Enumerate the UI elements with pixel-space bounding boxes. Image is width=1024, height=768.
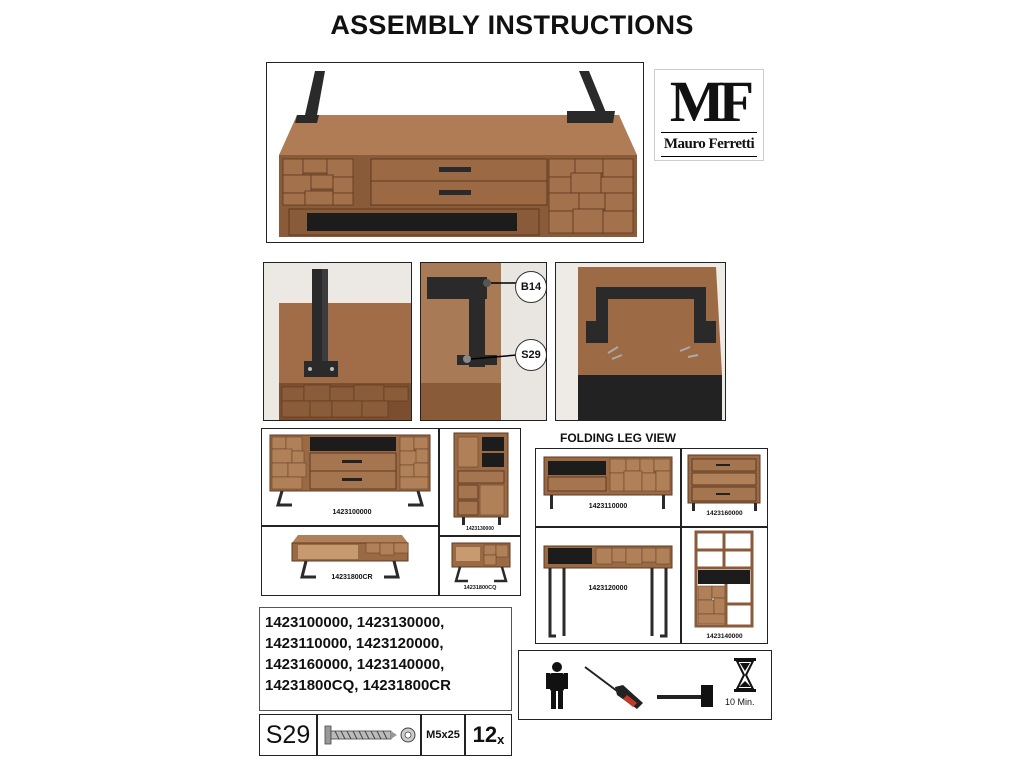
product-coffee-table-cr bbox=[261, 526, 439, 596]
tools-panel bbox=[518, 650, 772, 720]
logo-initials: MF bbox=[669, 69, 749, 134]
code-sideboard: 1423100000 bbox=[332, 509, 372, 516]
hardware-size-label: M5x25 bbox=[426, 729, 460, 741]
code-bookcase: 1423140000 bbox=[706, 633, 743, 640]
callout-s29: S29 bbox=[515, 339, 547, 371]
detail-bolt-photo bbox=[420, 262, 547, 421]
hardware-code-label: S29 bbox=[265, 720, 311, 749]
product-tv-stand bbox=[535, 448, 681, 527]
detail-leg-photo bbox=[263, 262, 412, 421]
hardware-quantity-number: 12 bbox=[472, 722, 498, 747]
hardware-size bbox=[421, 714, 465, 756]
model-list-line: 1423110000, 1423120000, bbox=[265, 635, 444, 652]
model-list bbox=[265, 612, 451, 696]
hardware-row bbox=[259, 714, 512, 756]
main-product-photo bbox=[266, 62, 644, 243]
product-coffee-table-cq bbox=[439, 536, 521, 596]
code-chest: 1423160000 bbox=[706, 510, 743, 517]
hourglass-icon bbox=[733, 657, 757, 693]
code-tv-stand: 1423110000 bbox=[588, 503, 628, 510]
assembly-time: 10 Min. bbox=[725, 697, 755, 707]
logo-brand: Mauro Ferretti bbox=[663, 136, 755, 152]
page-title: ASSEMBLY INSTRUCTIONS bbox=[330, 10, 694, 40]
model-list-panel bbox=[259, 607, 512, 711]
hammer-icon bbox=[653, 681, 723, 711]
screw-icon bbox=[317, 714, 421, 756]
folding-leg-view-label: FOLDING LEG VIEW bbox=[560, 431, 676, 445]
person-icon bbox=[545, 661, 569, 711]
model-list-line: 14231800CQ, 14231800CR bbox=[265, 677, 451, 694]
product-desk bbox=[535, 527, 681, 644]
model-list-line: 1423160000, 1423140000, bbox=[265, 656, 445, 673]
brand-logo bbox=[654, 69, 764, 161]
code-desk: 1423120000 bbox=[588, 585, 628, 592]
product-bookcase bbox=[681, 527, 768, 644]
detail-frame-photo bbox=[555, 262, 726, 421]
model-list-line: 1423100000, 1423130000, bbox=[265, 614, 445, 631]
product-chest bbox=[681, 448, 768, 527]
hardware-quantity-suffix: x bbox=[497, 731, 505, 747]
hardware-quantity bbox=[465, 714, 512, 756]
code-cabinet: 1423130000 bbox=[466, 526, 494, 532]
product-cabinet bbox=[439, 428, 521, 536]
code-coffee-table-cq: 14231800CQ bbox=[463, 585, 497, 591]
product-sideboard bbox=[261, 428, 439, 526]
code-coffee-table-cr: 14231800CR bbox=[331, 574, 373, 581]
hardware-code bbox=[259, 714, 317, 756]
callout-b14: B14 bbox=[515, 271, 547, 303]
screwdriver-icon bbox=[581, 663, 651, 713]
